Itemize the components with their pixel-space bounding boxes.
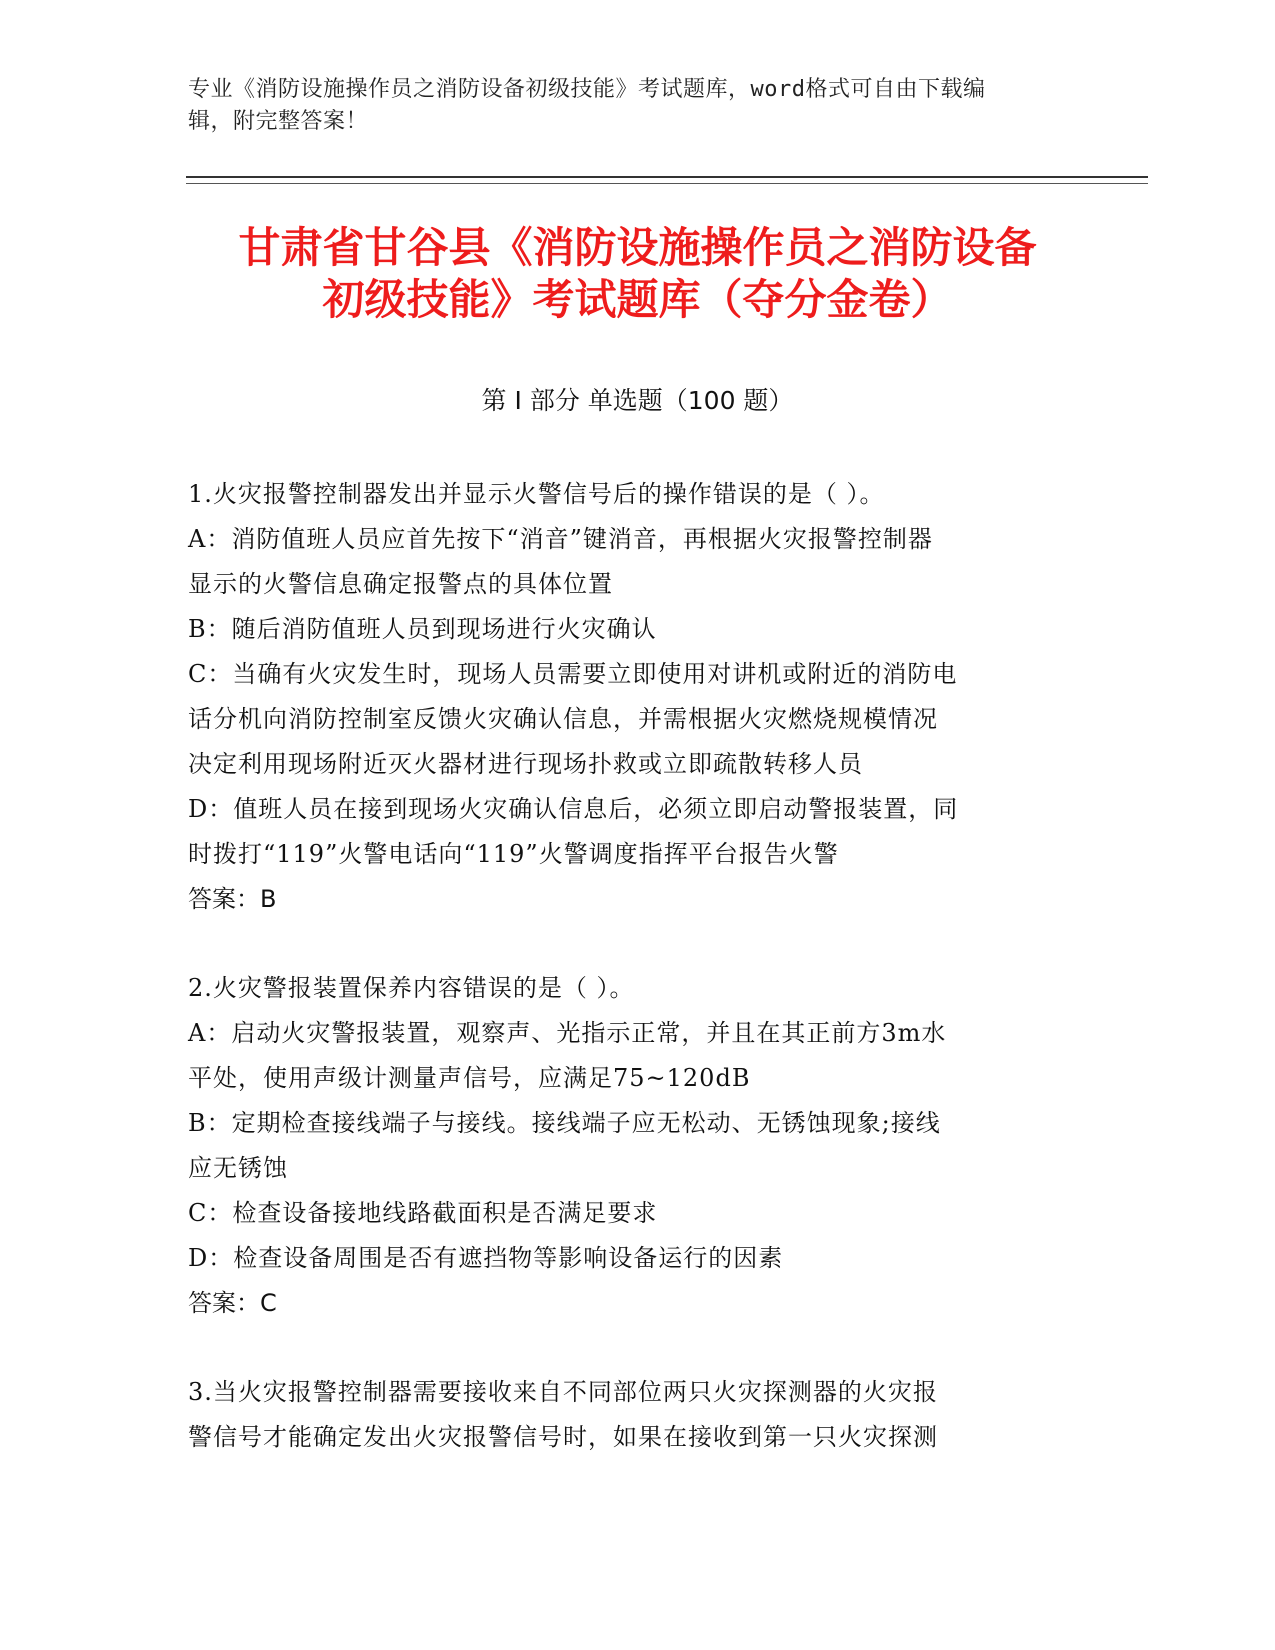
question-option: 显示的火警信息确定报警点的具体位置 — [188, 570, 613, 598]
header-divider-thick — [186, 176, 1148, 178]
question-option: 决定利用现场附近灭火器材进行现场扑救或立即疏散转移人员 — [188, 750, 863, 778]
question-option: B：随后消防值班人员到现场进行火灾确认 — [188, 615, 657, 643]
question-item — [188, 472, 1073, 922]
question-item — [188, 966, 1073, 1326]
question-option: 应无锈蚀 — [188, 1154, 288, 1182]
section-title: 第 I 部分 单选题（100 题） — [481, 386, 794, 415]
question-stem: 2.火灾警报装置保养内容错误的是（ ）。 — [188, 974, 635, 1002]
header-note-line: 辑，附完整答案！ — [188, 109, 369, 134]
document-title — [150, 222, 1125, 326]
question-option: 时拨打“119”火警电话向“119”火警调度指挥平台报告火警 — [188, 840, 839, 868]
question-option: C：当确有火灾发生时，现场人员需要立即使用对讲机或附近的消防电 — [188, 660, 958, 688]
question-item — [188, 1370, 1073, 1460]
header-note-line: 专业《消防设施操作员之消防设备初级技能》考试题库，word格式可自由下载编 — [188, 77, 986, 102]
header-divider-thin — [186, 183, 1148, 184]
question-option: D：值班人员在接到现场火灾确认信息后，必须立即启动警报装置，同 — [188, 795, 959, 823]
question-option: 话分机向消防控制室反馈火灾确认信息，并需根据火灾燃烧规模情况 — [188, 705, 938, 733]
question-option: D：检查设备周围是否有遮挡物等影响设备运行的因素 — [188, 1244, 784, 1272]
question-answer: 答案：C — [188, 1289, 277, 1317]
question-list — [188, 472, 1073, 1460]
document-title-line: 甘肃省甘谷县《消防设施操作员之消防设备 — [238, 223, 1037, 272]
question-stem: 警信号才能确定发出火灾报警信号时，如果在接收到第一只火灾探测 — [188, 1423, 938, 1451]
question-stem: 3.当火灾报警控制器需要接收来自不同部位两只火灾探测器的火灾报 — [188, 1378, 938, 1406]
question-spacer — [188, 1326, 1073, 1370]
question-option: A：消防值班人员应首先按下“消音”键消音，再根据火灾报警控制器 — [188, 525, 933, 553]
question-answer: 答案：B — [188, 885, 277, 913]
question-option: 平处，使用声级计测量声信号，应满足75~120dB — [188, 1064, 751, 1092]
question-option: C：检查设备接地线路截面积是否满足要求 — [188, 1199, 658, 1227]
question-stem: 1.火灾报警控制器发出并显示火警信号后的操作错误的是（ ）。 — [188, 480, 885, 508]
document-title-line: 初级技能》考试题库（夺分金卷） — [322, 275, 953, 324]
question-spacer — [188, 922, 1073, 966]
header-note — [188, 74, 1088, 138]
question-option: B：定期检查接线端子与接线。接线端子应无松动、无锈蚀现象;接线 — [188, 1109, 941, 1137]
question-option: A：启动火灾警报装置，观察声、光指示正常，并且在其正前方3m水 — [188, 1019, 947, 1047]
